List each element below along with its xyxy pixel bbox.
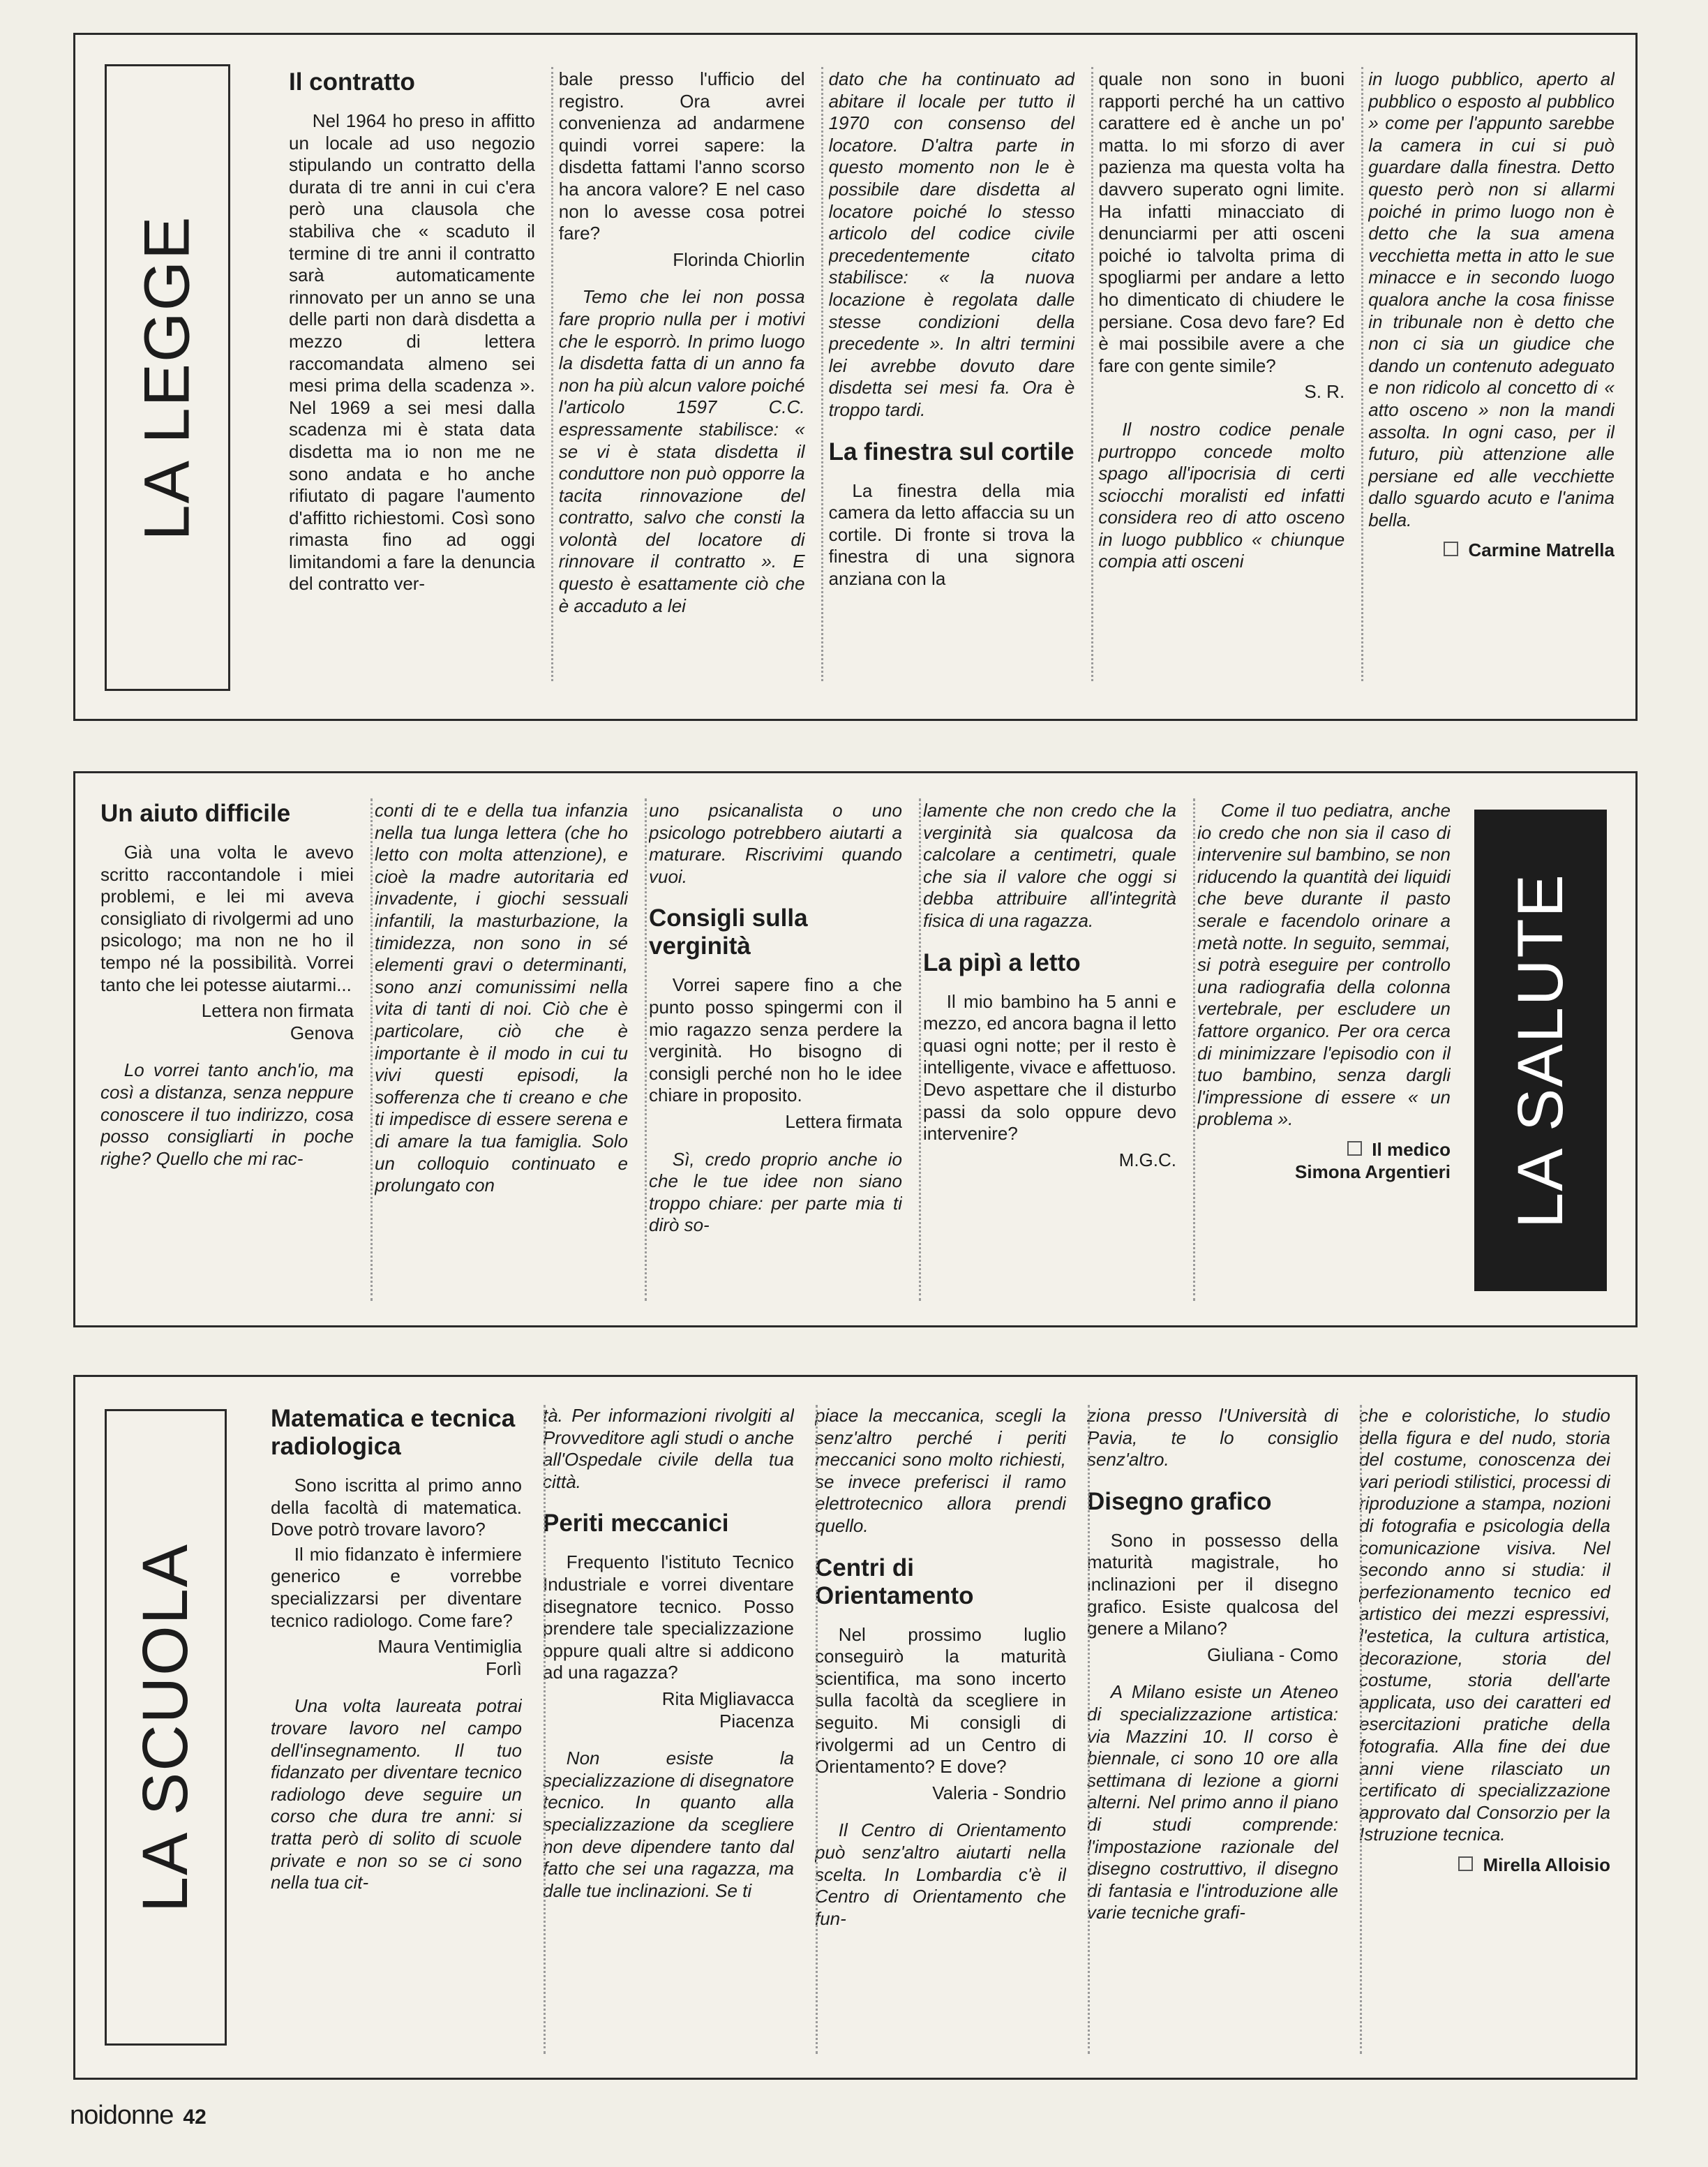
- article-heading: Periti meccanici: [543, 1510, 729, 1537]
- section-legge: [73, 33, 1638, 721]
- bullet-square-icon: [1444, 542, 1458, 556]
- article-heading: Consigli sulla verginità: [649, 904, 808, 960]
- answer-text: che e coloristiche, lo studio della figura e del nudo, storia del costume, conoscenza dei vari periodi stilistici, processi di riproduzione a stampa, nozioni di fotografia e psicologia della comunicazione visiva. Nel secondo anno si studia: il perfezionamento tecnico ed artistico dei mezzi espressivi, l'estetica, la cultura artistica, decorazione, storia del costume, storia dell'arte applicata, uso dei caratteri ed esercitazioni pratiche della fotografia. Alla fine dei due anni viene rilasciato un certificato di specializzazione approvato dal Consorzio per la Istruzione tecnica.: [1359, 1405, 1610, 1845]
- letter-text: Nel 1964 ho preso in affitto un locale ad uso negozio stipulando un contratto della durata di tre anni in cui c'era però una clausola che stabiliva che « scaduto il termine di tre anni il contratto sarà automaticamente rinnovato per un anno se una delle parti non darà disdetta a mezzo di lettera raccomandata almeno sei mesi prima della scadenza ». Nel 1969 a sei mesi dalla scadenza mi è stata data disdetta ma io non me ne sono andata e ho anche rifiutato di pagare l'aumento d'affitto richiestomi. Così sono rimasta fino ad oggi limitandomi a fare la denuncia del contratto ver-: [289, 110, 535, 595]
- article-columns: [271, 1405, 1610, 2068]
- letter-text: Vorrei sapere fino a che punto posso spingermi con il mio ragazzo senza perdere la verginità. Ho bisogno di consigli perché non ho le idee chiare in proposito.: [649, 974, 902, 1106]
- answer-text: Una volta laureata potrai trovare lavoro nel campo dell'insegnamento. Il tuo fidanzato per diventare tecnico radiologo deve seguire un corso che dura tre anni: si tratta però di solito di scuole private e non so se ci sono nella tua cit-: [271, 1695, 522, 1893]
- answer-text: tà. Per informazioni rivolgiti al Provveditore agli studi o anche all'Ospedale civile della tua città.: [543, 1405, 794, 1492]
- column-divider: [551, 67, 553, 681]
- letter-signature: Florinda Chiorlin: [673, 248, 805, 270]
- signature-city: Forlì: [486, 1658, 522, 1679]
- column-5: [1368, 68, 1615, 690]
- column-divider: [544, 1405, 546, 2054]
- section-title: LA LEGGE: [131, 214, 203, 541]
- column-divider: [1091, 67, 1093, 681]
- signature-city: Genova: [290, 1022, 354, 1043]
- article-columns: [100, 800, 1451, 1309]
- letter-text: bale presso l'ufficio del registro. Ora avrei convenienza ad andarmene quindi vorrei sapere: la disdetta fattami l'anno scorso ha ancora valore? E nel caso non lo avesse cosa potrei fare?: [558, 68, 805, 244]
- author-role: Il medico: [1372, 1138, 1451, 1160]
- column-divider: [1361, 67, 1363, 681]
- letter-signature: S. R.: [1304, 381, 1345, 403]
- answer-text: A Milano esiste un Ateneo di specializzazione artistica: via Mazzini 10. Il corso è biennale, ci sono 10 ore alla settimana di lezione a giorni alterni. Nel primo anno il piano di studi comprende: l'impostazione razionale del disegno costruttivo, il disegno di fantasia e l'introduzione alle varie tecniche grafi-: [1087, 1681, 1338, 1923]
- bullet-square-icon: [1458, 1856, 1473, 1871]
- answer-author: [1197, 1139, 1451, 1183]
- section-scuola: [73, 1375, 1638, 2080]
- article-heading: La pipì a letto: [923, 948, 1081, 976]
- answer-text: Sì, credo proprio anche io che le tue idee non siano troppo chiare: per parte mia ti dirò so-: [649, 1148, 902, 1236]
- answer-text: Non esiste la specializzazione di disegnatore tecnico. In quanto alla specializzazione da scegliere non deve dipendere tanto dal fatto che sei una ragazza, ma dalle tue inclinazioni. Se ti: [543, 1748, 794, 1901]
- letter-text: Nel prossimo luglio conseguirò la maturità scientifica, ma sono incerto sulla facoltà da scegliere in seguito. Mi consigli di rivolgermi ad un Centro di Orientamento? E dove?: [815, 1623, 1066, 1778]
- author-name: Simona Argentieri: [1295, 1161, 1451, 1182]
- signature-line: Maura Ventimiglia: [377, 1636, 522, 1658]
- column-1: [271, 1405, 522, 2068]
- magazine-brand: noidonne: [70, 2101, 174, 2130]
- column-divider: [1193, 798, 1195, 1301]
- section-title-box: [105, 1409, 227, 2046]
- article-heading: Disegno grafico: [1087, 1487, 1272, 1515]
- letter-text: quale non sono in buoni rapporti perché ha un cattivo carattere ed è anche un po' matta. Io mi sforzo di aver pazienza ma questa volta ha davvero superato ogni limite. Ha infatti minacciato di denunciarmi per atti osceni poiché io talvolta prima di spogliarmi per andare a letto ho dimenticato di chiudere le persiane. Cosa devo fare? Ed è mai possibile avere a che fare con gente simile?: [1098, 68, 1345, 376]
- section-title: LA SCUOLA: [130, 1542, 202, 1912]
- answer-author: [1359, 1854, 1610, 1877]
- answer-text: lamente che non credo che la verginità sia qualcosa da calcolare a centimetri, quale che sia il valore che oggi si debba attribuire all'integrità fisica di una ragazza.: [923, 800, 1176, 931]
- answer-text: piace la meccanica, scegli la senz'altro perché i periti meccanici sono molto richiesti, se invece preferisci il ramo elettrotecnico allora prendi quello.: [815, 1405, 1066, 1536]
- letter-text: Sono in possesso della maturità magistrale, ho inclinazioni per il disegno grafico. Esiste qualcosa del genere a Milano?: [1087, 1529, 1338, 1639]
- letter-text: Il mio bambino ha 5 anni e mezzo, ed ancora bagna il letto quasi ogni notte; per il resto è intelligente, vivace e affettuoso. Devo aspettare che il disturbo passi da solo oppure devo intervenire?: [923, 990, 1176, 1145]
- column-divider: [919, 798, 921, 1301]
- section-title: LA SALUTE: [1504, 872, 1576, 1228]
- column-4: [923, 800, 1176, 1309]
- column-4: [1098, 68, 1344, 690]
- column-2: [375, 800, 628, 1309]
- article-heading: La finestra sul cortile: [828, 438, 1074, 466]
- letter-signature: [271, 1636, 522, 1680]
- column-5: [1359, 1405, 1610, 2068]
- section-title-box: [105, 64, 230, 691]
- column-divider: [821, 67, 823, 681]
- answer-text: conti di te e della tua infanzia nella tua lunga lettera (che ho letto con molta attenzione), e cioè la madre autoritaria ed invadente, i giochi sessuali infantili, la masturbazione, la timidezza, non sono in sé elementi gravi o determinanti, sono anzi comunissimi nella vita di tanti di noi. Ciò che è particolare, ciò che è importante è il modo in cui tu vivi questi episodi, la sofferenza che ti creano e che ti impedisce di essere serena e di amare la tua famiglia. Solo un colloquio continuato e prolungato con: [375, 800, 628, 1196]
- column-3: [815, 1405, 1066, 2068]
- column-4: [1087, 1405, 1338, 2068]
- letter-signature: [100, 1000, 354, 1044]
- column-divider: [645, 798, 647, 1301]
- answer-text: in luogo pubblico, aperto al pubblico o esposto al pubblico » come per l'appunto sarebbe la camera in cui si può guardare dalla finestra. Detto questo però non si allarmi poiché in primo luogo non è detto che la sua amena vecchietta metta in atto le sue minacce e in secondo luogo qualora anche la cosa finisse in tribunale non è detto che non ci sia un giudice che dando un contenuto adeguato e non ridicolo al concetto di « atto osceno » non la mandi assolta. In ogni caso, per il futuro, più attenzione alle persiane ed alle vecchiette dallo sguardo acuto e l'anima bella.: [1368, 68, 1615, 530]
- page-footer: [70, 2101, 207, 2143]
- column-3: [829, 68, 1075, 690]
- answer-text: Il Centro di Orientamento può senz'altro aiutarti nella scelta. In Lombardia c'è il Centro di Orientamento che fun-: [815, 1819, 1066, 1929]
- column-divider: [370, 798, 373, 1301]
- answer-text: uno psicanalista o uno psicologo potrebbero aiutarti a maturare. Riscrivimi quando vuoi.: [649, 800, 902, 887]
- letter-text: Già una volta le avevo scritto raccontandole i miei problemi, e lei mi aveva consigliato di rivolgermi ad uno psicologo; ma non ne ho il tempo né la possibilità. Vorrei tanto che lei potesse aiutarmi...: [100, 842, 354, 995]
- letter-text: La finestra della mia camera da letto affaccia su un cortile. Di fronte si trova la finestra di una signora anziana con la: [828, 479, 1075, 589]
- answer-text: Lo vorrei tanto anch'io, ma così a distanza, senza neppure conoscere il tuo indirizzo, cosa posso consigliarti in poche righe? Quello che mi rac-: [100, 1059, 354, 1169]
- article-heading: Un aiuto difficile: [100, 800, 291, 827]
- answer-author: [1368, 539, 1615, 562]
- letter-signature: M.G.C.: [1118, 1149, 1176, 1170]
- column-1: [289, 68, 535, 690]
- letter-signature: Valeria - Sondrio: [932, 1782, 1066, 1803]
- letter-text: Sono iscritta al primo anno della facoltà di matematica. Dove potrò trovare lavoro?: [271, 1475, 522, 1540]
- article-heading: Il contratto: [289, 68, 415, 96]
- author-name: Mirella Alloisio: [1483, 1854, 1610, 1875]
- section-salute: [73, 771, 1638, 1327]
- letter-text: Frequento l'istituto Tecnico Industriale e vorrei diventare disegnatore tecnico. Posso prendere tale specializzazione oppure quali altre si addicono ad una ragazza?: [543, 1551, 794, 1683]
- letter-text: Il mio fidanzato è infermiere generico e vorrebbe specializzarsi per diventare tecnico radiologo. Come fare?: [271, 1543, 522, 1631]
- article-heading: Centri di Orientamento: [815, 1554, 974, 1609]
- bullet-square-icon: [1347, 1141, 1362, 1156]
- article-heading: Matematica e tecnica radiologica: [271, 1405, 516, 1460]
- column-1: [100, 800, 354, 1309]
- column-divider: [816, 1405, 818, 2054]
- answer-text: dato che ha continuato ad abitare il locale per tutto il 1970 con consenso del locatore. D'altra parte in questo momento non le è possibile dare disdetta al locatore poiché lo stesso articolo del codice civile precedentemente citato stabilisce: « la nuova locazione è regolata dalle stesse condizioni della precedente ». In altri termini lei avrebbe dovuto dare disdetta sei mesi fa. Ora è troppo tardi.: [828, 68, 1075, 420]
- column-divider: [1088, 1405, 1090, 2054]
- column-divider: [1360, 1405, 1362, 2054]
- signature-line: Rita Migliavacca: [661, 1688, 794, 1709]
- answer-text: Il nostro codice penale purtroppo concede molto spago all'ipocrisia di certi sciocchi moralisti ed infatti considera reo di atto osceno in luogo pubblico « chiunque compia atti osceni: [1098, 418, 1345, 572]
- author-name: Carmine Matrella: [1468, 539, 1615, 561]
- column-5: [1197, 800, 1451, 1309]
- signature-line: Lettera non firmata: [201, 1000, 354, 1022]
- letter-signature: Giuliana - Como: [1207, 1644, 1338, 1665]
- article-columns: [289, 68, 1615, 690]
- page-number: 42: [183, 2106, 207, 2129]
- letter-signature: Lettera firmata: [785, 1110, 902, 1132]
- column-2: [559, 68, 805, 690]
- answer-text: Come il tuo pediatra, anche io credo che non sia il caso di intervenire sul bambino, se non riducendo la quantità dei liquidi che beve durante il pasto serale e facendolo orinare a metà notte. In seguito, semmai, si potrà eseguire per controllo una radiografia della colonna vertebrale, per escludere un fattore organico. Per ora cerca di minimizzare l'episodio con il tuo bambino, senza dargli l'impressione di essere « un problema ».: [1197, 800, 1451, 1130]
- column-2: [543, 1405, 794, 2068]
- signature-city: Piacenza: [719, 1710, 794, 1732]
- answer-text: ziona presso l'Università di Pavia, te lo consiglio senz'altro.: [1087, 1405, 1338, 1470]
- column-3: [649, 800, 902, 1309]
- section-title-box: [1474, 810, 1607, 1291]
- answer-text: Temo che lei non possa fare proprio nulla per i motivi che le esporrò. In primo luogo la disdetta fatta di un anno fa non ha più alcun valore poiché l'articolo 1597 C.C. espressamente stabilisce: « se vi è stata disdetta il conduttore non può opporre la tacita rinnovazione del contratto, salvo che consti la volontà del locatore di rinnovare il contratto ». E questo è esattamente ciò che è accaduto a lei: [558, 286, 805, 616]
- letter-signature: [543, 1688, 794, 1732]
